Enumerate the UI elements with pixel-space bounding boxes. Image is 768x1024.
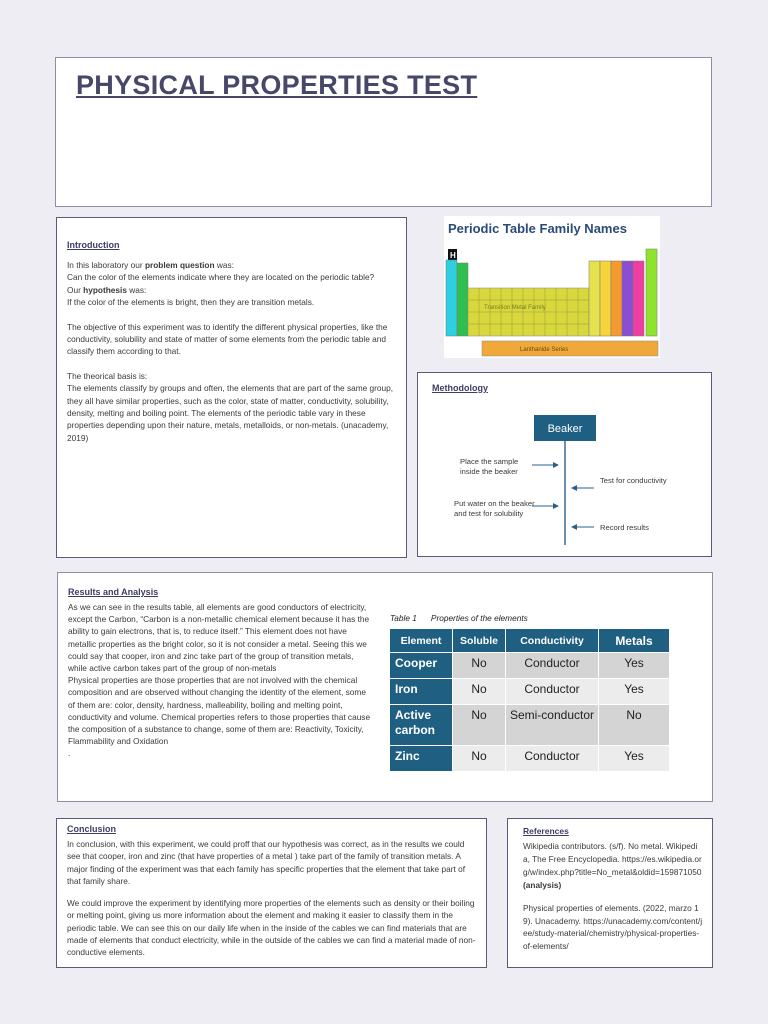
header-metals: Metals [599, 629, 670, 653]
introduction-heading: Introduction [67, 240, 120, 250]
results-text [68, 601, 373, 760]
cell-conductivity: Semi-conductor [506, 705, 599, 746]
reference-2: Physical properties of elements. (2022, marzo 19). Unacademy. https://unacademy.com/content/jee/study-material/chemistry/physical-properties-of-elements/ [523, 902, 703, 952]
periodic-table-image [444, 216, 660, 358]
cell-element: Cooper [390, 653, 453, 679]
reference-1-text: Wikipedia contributors. (s/f). No metal. Wikipedia, The Free Encyclopedia. https://es.wikipedia.org/w/index.php?title=No_metal&oldid=159871050 [523, 841, 702, 877]
periodic-table-title: Periodic Table Family Names [448, 221, 627, 236]
references-heading: References [523, 826, 569, 836]
beaker-label: Beaker [547, 423, 583, 435]
cell-conductivity: Conductor [506, 679, 599, 705]
results-paragraph-2: Physical properties are those properties that are not involved with the chemical composition and are observed without changing the identity of the element, some of them are: color, density, hardness, malleability, boiling and melting point, conductivity and volume. Chemical properties refers to those properties that cause the composition of a substance to change, some of them are: Reactivity, Toxicity, Flammability and Oxidation [68, 675, 371, 747]
reference-1 [523, 840, 703, 892]
conclusion-heading: Conclusion [67, 824, 116, 834]
conclusion-paragraph-1: In conclusion, with this experiment, we could proff that our hypothesis was correct, as in the results we could see that cooper, iron and zinc (that have properties of a metal ) take part of the family of transition metals. A major finding of the experiment was that each family has specific properties that the element that take part of that family share. [67, 839, 465, 886]
reference-1-note: (analysis) [523, 879, 562, 890]
hydrogen-label: H [450, 251, 456, 260]
properties-table [389, 628, 670, 772]
cell-metals: Yes [599, 746, 670, 772]
cell-soluble: No [453, 705, 506, 746]
theoretical-basis: The elements classify by groups and often, the elements that are part of the same group, they all have similar properties, such as the color, state of matter, conductivity, solubility, density, melting and boiling point. The elements of the periodic table vary in these properties depending upon their nature, metals, metalloids, or non-metals. (unacademy, 2019) [67, 383, 394, 443]
results-paragraph-1: As we can see in the results table, all elements are good conductors of electricity, except the Carbon, “Carbon is a non-metallic chemical element because it has the ability to gain electrons, that is, to reduce itself.” This element does not have metallic properties as the bright color, so it is not consider a metal. Seeing this we could say that cooper, iron and zinc take part of the group of transition metals, while active carbon takes part of the group of non-metals [68, 602, 370, 674]
cell-soluble: No [453, 746, 506, 772]
step-test-conductivity: Test for conductivity [600, 476, 667, 485]
step-record-results: Record results [600, 523, 649, 532]
cell-metals: No [599, 705, 670, 746]
table-row [390, 746, 670, 772]
intro-text-span: Our [67, 284, 84, 295]
header-soluble: Soluble [453, 629, 506, 653]
cell-metals: Yes [599, 653, 670, 679]
transition-metal-label: Transition Metal Family [484, 305, 546, 311]
hypothesis-line [67, 284, 399, 296]
objective: The objective of this experiment was to identify the different physical properties, like the conductivity, solubility and state of matter of some elements from the periodic table and classify them according to that. [67, 321, 388, 357]
intro-text-span: In this laboratory our [67, 260, 145, 270]
hypothesis-label: hypothesis [83, 284, 127, 295]
references-section [507, 818, 713, 968]
cell-soluble: No [453, 679, 506, 705]
title-box [55, 57, 712, 207]
intro-text-span: was: [214, 260, 234, 270]
results-trail: . [68, 748, 71, 759]
header-conductivity: Conductivity [506, 629, 599, 653]
cell-element: Iron [390, 679, 453, 705]
introduction-text [67, 259, 399, 444]
cell-conductivity: Conductor [506, 653, 599, 679]
problem-question-label: problem question [144, 260, 215, 270]
references-text [523, 840, 703, 953]
cell-soluble: No [453, 653, 506, 679]
header-element: Element [390, 629, 453, 653]
table-header-row [390, 629, 670, 653]
introduction-section [56, 217, 407, 558]
conclusion-section [56, 818, 487, 968]
table-row [390, 705, 670, 746]
methodology-heading: Methodology [432, 383, 488, 393]
cell-metals: Yes [599, 679, 670, 705]
table-row [390, 653, 670, 679]
methodology-section [417, 372, 712, 557]
intro-text-span: was: [126, 284, 147, 295]
theoretical-basis-title: The theorical basis is: [67, 370, 148, 381]
results-section [57, 572, 713, 802]
table-caption-title: Properties of the elements [430, 613, 528, 623]
cell-element: Active carbon [390, 705, 453, 746]
conclusion-paragraph-2: We could improve the experiment by identifying more properties of the elements such as density or their boiling or melting point, giving us more information about the element and making it easier to classify them in the periodic table. We can see this on our daily life when in the inside of the cables we can find materials that are made of elements that conduct electricity, while in the outside of the cables we can find a material made of non-conductive elements. [67, 898, 476, 958]
step-test-solubility: Put water on the beaker and test for solubility [454, 499, 535, 518]
step-place-sample: Place the sample inside the beaker [460, 457, 519, 476]
table-row [390, 679, 670, 705]
periodic-table-graphic [444, 216, 660, 358]
table-caption [390, 613, 528, 623]
cell-element: Zinc [390, 746, 453, 772]
table-caption-number: Table 1 [390, 613, 417, 623]
cell-conductivity: Conductor [506, 746, 599, 772]
conclusion-text [67, 838, 479, 959]
lanthanide-label: Lanthanide Series [520, 347, 569, 353]
problem-question-line [67, 259, 399, 271]
hypothesis: If the color of the elements is bright, then they are transition metals. [67, 297, 315, 308]
problem-question: Can the color of the elements indicate where they are located on the periodic table? [67, 272, 375, 283]
page-title: PHYSICAL PROPERTIES TEST [76, 70, 478, 100]
results-heading: Results and Analysis [68, 587, 159, 597]
